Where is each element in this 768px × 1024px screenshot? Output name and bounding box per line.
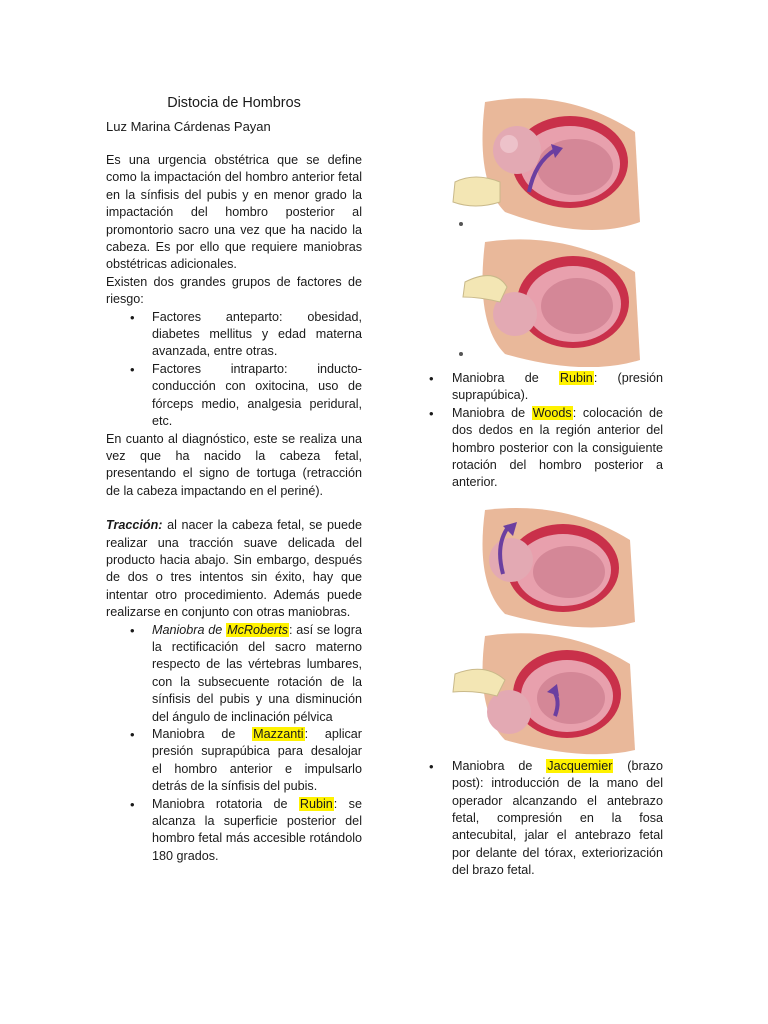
right-column [428, 92, 663, 880]
maneuvers-list-right-bottom [428, 758, 663, 880]
left-column [106, 93, 362, 865]
maneuver-description: : así se logra la rectificación del sacro materno respecto de las vértebras lumbares, con la subsecuente rotación de la sínfisis del pubis y una disminución del ángulo de inclinación pélvica [152, 622, 362, 724]
maneuver-item-mcroberts [106, 622, 362, 726]
traction-label: Tracción: [106, 518, 163, 533]
illustration-rubin-woods-image [445, 92, 647, 367]
figure-jacquemier [445, 504, 647, 756]
maneuver-prefix: Maniobra rotatoria de [152, 796, 299, 811]
risk-factors-intro: Existen dos grandes grupos de factores de riesgo: [106, 274, 362, 307]
maneuver-prefix: Maniobra de [152, 727, 253, 741]
maneuver-prefix: Maniobra de [452, 371, 559, 385]
illustration-jacquemier-image [445, 504, 647, 756]
maneuver-name-highlight: Jacquemier [547, 758, 613, 773]
maneuver-description: : colocación de dos dedos en la región anterior del hombro posterior con la consiguiente rotación del hombro posterior a anterior. [452, 405, 663, 490]
maneuver-description: : (presión suprapúbica). [452, 371, 664, 403]
traction-text: al nacer la cabeza fetal, se puede realizar una tracción suave delicada del producto hacia abajo. Sin embargo, después de dos o tres intentos sin éxito, hay que intentar otro procedimiento. Además puede realizarse en conjunto con otras maniobras. [106, 518, 362, 620]
maneuver-description: (brazo post): introducción de la mano del operador alcanzando el antebrazo fetal, compresión en la fosa antecubital, jalar el antebrazo fetal por delante del tórax, exteriorización del brazo fetal. [452, 758, 663, 878]
author-name: Luz Marina Cárdenas Payan [106, 119, 271, 134]
maneuvers-list-left [106, 622, 362, 866]
maneuver-item-rubin [428, 370, 663, 405]
diagnosis-paragraph: En cuanto al diagnóstico, este se realiza una vez que ha nacido la cabeza fetal, presentando el signo de tortuga (retracción de la cabeza impactando en el periné). [106, 431, 362, 498]
maneuvers-list-right-top [428, 370, 663, 492]
maneuver-prefix: Maniobra de [152, 622, 227, 637]
maneuver-item-rubin-rotatory [106, 796, 362, 866]
figure-rubin-woods [445, 92, 647, 367]
maneuver-item-jacquemier [428, 758, 663, 880]
maneuver-description: : aplicar presión suprapúbica para desalojar el hombro anterior e impulsarlo detrás de la sínfisis del pubis. [152, 727, 362, 794]
intro-paragraph: Es una urgencia obstétrica que se define como la impactación del hombro anterior fetal en la sínfisis del pubis y en menor grado la impactación del hombro posterior al promontorio sacro una vez que ha nacido la cabeza. Es por ello que requiere maniobras obstétricas adicionales. [106, 153, 362, 272]
traction-paragraph [106, 517, 362, 621]
maneuver-prefix: Maniobra de [452, 758, 547, 773]
maneuver-item-woods [428, 405, 663, 492]
maneuver-name-highlight: Rubin [299, 796, 333, 811]
maneuver-item-mazzanti [106, 726, 362, 796]
risk-factors-list [106, 309, 362, 431]
maneuver-name-highlight: McRoberts [227, 622, 288, 637]
document-title: Distocia de Hombros [167, 95, 301, 111]
maneuver-name-highlight: Rubin [559, 371, 593, 385]
maneuver-prefix: Maniobra de [452, 405, 532, 420]
maneuver-name-highlight: Woods [532, 405, 572, 420]
list-item: • Factores intraparto: inducto-conducción con oxitocina, uso de fórceps medio, analgesia peridural, etc. [106, 361, 362, 431]
maneuver-name-highlight: Mazzanti [253, 727, 304, 741]
list-item: • Factores anteparto: obesidad, diabetes mellitus y edad materna avanzada, entre otras. [106, 309, 362, 361]
maneuver-description: : se alcanza la superficie posterior del hombro fetal más accesible rotándolo 180 grados. [152, 796, 362, 863]
